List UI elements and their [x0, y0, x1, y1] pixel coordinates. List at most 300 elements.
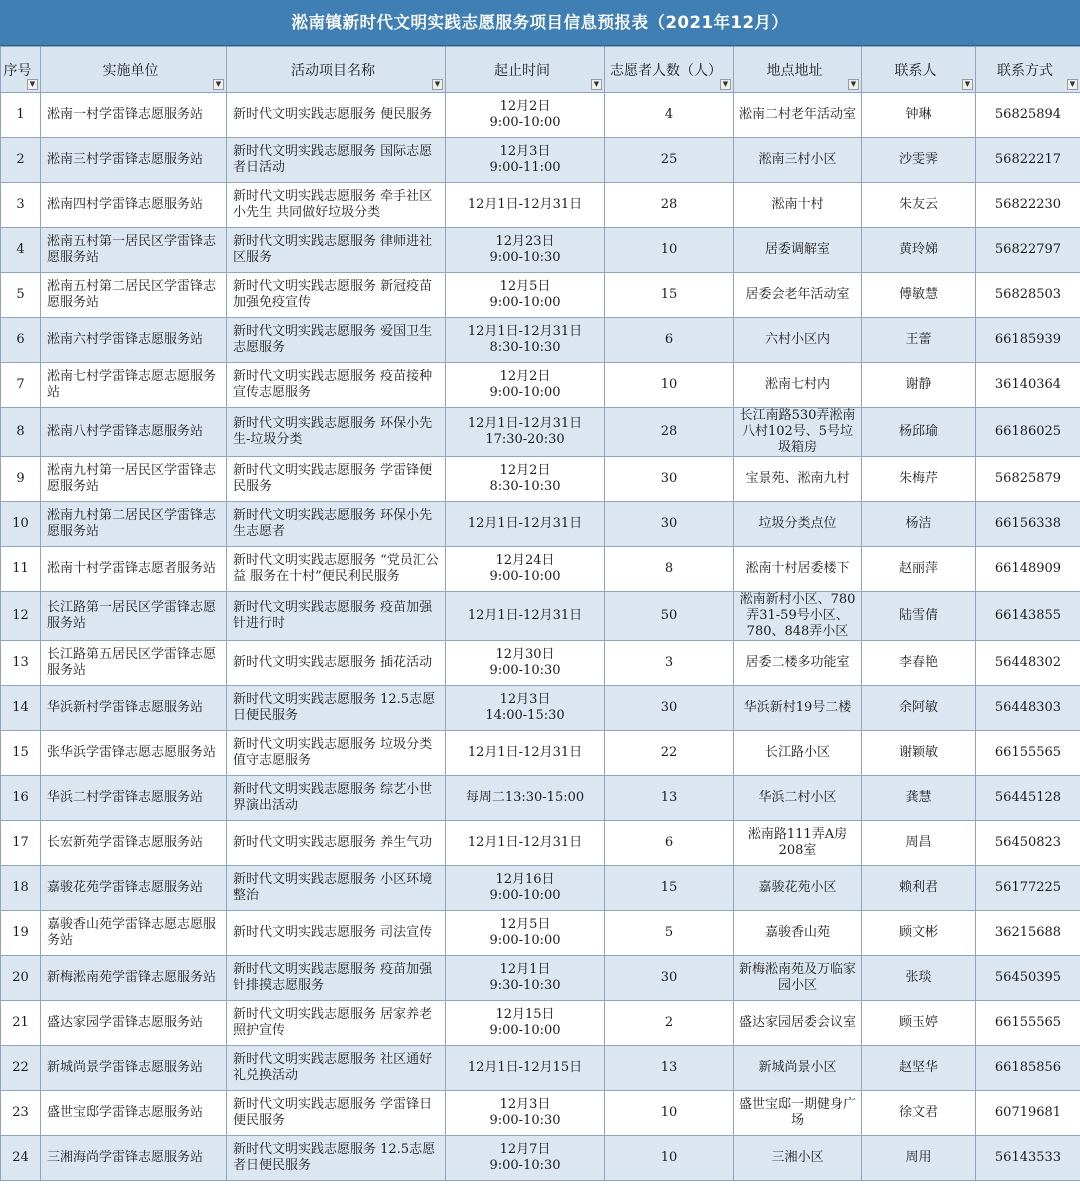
cell-project[interactable] [227, 776, 446, 821]
cell-contact[interactable] [862, 731, 976, 776]
cell-phone[interactable] [976, 457, 1080, 502]
cell-contact[interactable] [862, 547, 976, 592]
cell-contact-text: 杨邱瑜 [898, 424, 938, 439]
cell-phone[interactable] [976, 821, 1080, 866]
cell-contact-text: 朱梅芹 [898, 471, 938, 486]
cell-no[interactable] [1, 547, 41, 592]
cell-count[interactable] [605, 547, 734, 592]
cell-phone-text: 56143533 [994, 1150, 1062, 1165]
cell-project-text: 新时代文明实践志愿服务 养生气功 [233, 835, 433, 850]
cell-contact[interactable] [862, 592, 976, 641]
cell-project[interactable] [227, 911, 446, 956]
cell-no-text: 5 [16, 287, 25, 302]
table-row [1, 457, 1080, 502]
cell-place-text: 垃圾分类点位 [758, 516, 837, 531]
cell-phone[interactable] [976, 183, 1080, 228]
cell-phone[interactable] [976, 228, 1080, 273]
cell-count-text: 6 [664, 332, 674, 347]
cell-project-text: 新时代文明实践志愿服务 社区通好礼兑换活动 [233, 1052, 433, 1083]
filter-dropdown-icon[interactable]: ▼ [848, 79, 859, 90]
cell-contact[interactable] [862, 228, 976, 273]
cell-time[interactable] [446, 592, 605, 641]
filter-dropdown-icon[interactable]: ▼ [213, 79, 224, 90]
cell-no-text: 16 [12, 790, 29, 805]
cell-project[interactable] [227, 731, 446, 776]
cell-no-text: 6 [16, 332, 25, 347]
cell-phone[interactable] [976, 686, 1080, 731]
cell-contact-text: 余阿敏 [898, 700, 938, 715]
cell-unit[interactable] [41, 457, 227, 502]
cell-place[interactable] [734, 1001, 862, 1046]
cell-count[interactable] [605, 363, 734, 408]
cell-place[interactable] [734, 1046, 862, 1091]
header-label: 起止时间 [494, 62, 550, 79]
cell-time[interactable] [446, 641, 605, 686]
cell-place-text: 盛世宝邸一期健身广场 [738, 1097, 856, 1128]
cell-contact[interactable] [862, 408, 976, 457]
cell-no[interactable] [1, 1046, 41, 1091]
cell-count[interactable] [605, 821, 734, 866]
cell-phone[interactable] [976, 363, 1080, 408]
cell-unit-text: 淞南五村第二居民区学雷锋志愿服务站 [47, 279, 217, 310]
table-row [1, 273, 1080, 318]
cell-contact[interactable] [862, 821, 976, 866]
cell-project-text: 新时代文明实践志愿服务 国际志愿者日活动 [233, 144, 433, 175]
cell-count[interactable] [605, 228, 734, 273]
table-row [1, 731, 1080, 776]
cell-no[interactable] [1, 686, 41, 731]
cell-place[interactable] [734, 641, 862, 686]
cell-phone[interactable] [976, 1091, 1080, 1136]
cell-count[interactable] [605, 138, 734, 183]
cell-place[interactable] [734, 318, 862, 363]
cell-contact[interactable] [862, 183, 976, 228]
cell-no[interactable] [1, 138, 41, 183]
cell-place[interactable] [734, 911, 862, 956]
cell-count[interactable] [605, 956, 734, 1001]
cell-contact-text: 沙雯霁 [898, 152, 938, 167]
cell-time-text: 12月1日-12月31日 [467, 516, 583, 531]
cell-phone[interactable] [976, 318, 1080, 363]
cell-unit[interactable] [41, 1046, 227, 1091]
cell-no-text: 1 [16, 107, 25, 122]
cell-no[interactable] [1, 866, 41, 911]
header-no [1, 47, 41, 93]
cell-count[interactable] [605, 408, 734, 457]
cell-count[interactable] [605, 183, 734, 228]
cell-project[interactable] [227, 686, 446, 731]
cell-unit[interactable] [41, 502, 227, 547]
cell-contact[interactable] [862, 1046, 976, 1091]
cell-unit[interactable] [41, 821, 227, 866]
filter-dropdown-icon[interactable]: ▼ [432, 79, 443, 90]
cell-count[interactable] [605, 1091, 734, 1136]
cell-phone-text: 56450823 [994, 835, 1062, 850]
cell-phone[interactable] [976, 1046, 1080, 1091]
cell-project[interactable] [227, 138, 446, 183]
cell-phone[interactable] [976, 1001, 1080, 1046]
cell-phone[interactable] [976, 1136, 1080, 1181]
cell-contact[interactable] [862, 457, 976, 502]
cell-no-text: 18 [12, 880, 29, 895]
cell-time[interactable] [446, 821, 605, 866]
cell-time[interactable] [446, 318, 605, 363]
cell-time[interactable] [446, 547, 605, 592]
cell-no-text: 4 [16, 242, 25, 257]
cell-count[interactable] [605, 776, 734, 821]
cell-unit-text: 嘉骏香山苑学雷锋志愿志愿服务站 [47, 917, 217, 948]
cell-time-text: 12月1日-12月31日 [467, 745, 583, 760]
table-row [1, 776, 1080, 821]
cell-contact[interactable] [862, 138, 976, 183]
cell-phone[interactable] [976, 408, 1080, 457]
cell-count[interactable] [605, 318, 734, 363]
cell-count[interactable] [605, 457, 734, 502]
cell-phone[interactable] [976, 273, 1080, 318]
cell-project-text: 新时代文明实践志愿服务 疫苗加强针排摸志愿服务 [233, 962, 433, 993]
cell-time[interactable] [446, 956, 605, 1001]
table-row [1, 1091, 1080, 1136]
cell-time[interactable] [446, 138, 605, 183]
cell-project[interactable] [227, 93, 446, 138]
cell-contact[interactable] [862, 776, 976, 821]
cell-phone[interactable] [976, 866, 1080, 911]
cell-project-text: 新时代文明实践志愿服务 牵手社区小先生 共同做好垃圾分类 [233, 189, 433, 220]
cell-time[interactable] [446, 502, 605, 547]
cell-place[interactable] [734, 1091, 862, 1136]
table-row [1, 363, 1080, 408]
cell-count[interactable] [605, 93, 734, 138]
cell-count-text: 28 [660, 424, 678, 439]
cell-time[interactable] [446, 1091, 605, 1136]
cell-unit[interactable] [41, 363, 227, 408]
cell-place[interactable] [734, 821, 862, 866]
cell-count[interactable] [605, 866, 734, 911]
cell-place[interactable] [734, 93, 862, 138]
cell-place[interactable] [734, 502, 862, 547]
cell-unit[interactable] [41, 228, 227, 273]
cell-no[interactable] [1, 228, 41, 273]
cell-time[interactable] [446, 776, 605, 821]
cell-place-text: 宝景苑、淞南九村 [745, 471, 850, 486]
cell-unit[interactable] [41, 318, 227, 363]
cell-no[interactable] [1, 956, 41, 1001]
cell-time-text: 12月24日 9:00-10:00 [489, 553, 561, 584]
cell-place-text: 居委二楼多功能室 [745, 655, 850, 670]
cell-count-text: 30 [660, 471, 678, 486]
cell-contact-text: 龚慧 [905, 790, 932, 805]
cell-place[interactable] [734, 547, 862, 592]
cell-phone[interactable] [976, 138, 1080, 183]
cell-place-text: 嘉骏香山苑 [764, 925, 830, 940]
cell-phone[interactable] [976, 502, 1080, 547]
cell-unit-text: 淞南一村学雷锋志愿服务站 [47, 107, 204, 122]
cell-count-text: 10 [660, 1150, 678, 1165]
cell-count[interactable] [605, 1001, 734, 1046]
cell-unit[interactable] [41, 547, 227, 592]
cell-project[interactable] [227, 183, 446, 228]
cell-no[interactable] [1, 821, 41, 866]
filter-dropdown-icon[interactable]: ▼ [962, 79, 973, 90]
cell-count-text: 13 [660, 790, 678, 805]
cell-count[interactable] [605, 592, 734, 641]
cell-unit[interactable] [41, 686, 227, 731]
cell-count-text: 2 [664, 1015, 674, 1030]
cell-place[interactable] [734, 956, 862, 1001]
table-row [1, 641, 1080, 686]
cell-count-text: 4 [664, 107, 674, 122]
cell-time-text: 12月1日-12月31日 [467, 197, 583, 212]
cell-unit[interactable] [41, 641, 227, 686]
cell-count[interactable] [605, 1136, 734, 1181]
cell-time-text: 12月1日 9:30-10:30 [489, 962, 561, 993]
table-row [1, 911, 1080, 956]
cell-place[interactable] [734, 408, 862, 457]
cell-project[interactable] [227, 408, 446, 457]
cell-unit-text: 华浜二村学雷锋志愿服务站 [47, 790, 204, 805]
table-row [1, 592, 1080, 641]
table-row [1, 228, 1080, 273]
cell-count[interactable] [605, 1046, 734, 1091]
cell-no[interactable] [1, 318, 41, 363]
cell-contact[interactable] [862, 1136, 976, 1181]
cell-no[interactable] [1, 1001, 41, 1046]
cell-place[interactable] [734, 1136, 862, 1181]
cell-place-text: 淞南路111弄A房208室 [747, 827, 848, 858]
cell-no[interactable] [1, 1091, 41, 1136]
cell-contact-text: 赵丽萍 [898, 561, 938, 576]
cell-phone[interactable] [976, 547, 1080, 592]
cell-no-text: 10 [12, 516, 29, 531]
cell-project-text: 新时代文明实践志愿服务 “党员汇公益 服务在十村”便民利民服务 [233, 553, 439, 584]
cell-place[interactable] [734, 776, 862, 821]
cell-phone-text: 56822797 [994, 242, 1062, 257]
cell-contact[interactable] [862, 273, 976, 318]
volunteer-table [0, 46, 1080, 1181]
cell-project-text: 新时代文明实践志愿服务 便民服务 [233, 107, 433, 122]
cell-place[interactable] [734, 866, 862, 911]
filter-dropdown-icon[interactable]: ▼ [1067, 79, 1078, 90]
cell-phone[interactable] [976, 731, 1080, 776]
cell-unit[interactable] [41, 1091, 227, 1136]
cell-time[interactable] [446, 273, 605, 318]
cell-time[interactable] [446, 93, 605, 138]
cell-unit[interactable] [41, 273, 227, 318]
header-label: 地点地址 [766, 62, 823, 79]
cell-phone[interactable] [976, 93, 1080, 138]
table-row [1, 408, 1080, 457]
cell-place[interactable] [734, 457, 862, 502]
cell-unit[interactable] [41, 1136, 227, 1181]
cell-phone[interactable] [976, 776, 1080, 821]
cell-unit[interactable] [41, 776, 227, 821]
cell-project[interactable] [227, 318, 446, 363]
cell-place-text: 淞南十村居委楼下 [745, 561, 850, 576]
cell-unit[interactable] [41, 408, 227, 457]
cell-time[interactable] [446, 183, 605, 228]
cell-no-text: 22 [12, 1060, 29, 1075]
cell-project[interactable] [227, 457, 446, 502]
cell-place[interactable] [734, 138, 862, 183]
cell-project[interactable] [227, 547, 446, 592]
cell-place[interactable] [734, 686, 862, 731]
cell-project[interactable] [227, 1001, 446, 1046]
cell-time-text: 12月30日 9:00-10:30 [489, 647, 561, 678]
cell-contact[interactable] [862, 363, 976, 408]
cell-no[interactable] [1, 363, 41, 408]
cell-place[interactable] [734, 731, 862, 776]
cell-place[interactable] [734, 228, 862, 273]
cell-phone-text: 56828503 [994, 287, 1062, 302]
cell-count[interactable] [605, 731, 734, 776]
cell-time[interactable] [446, 686, 605, 731]
cell-unit[interactable] [41, 866, 227, 911]
cell-count-text: 10 [660, 377, 678, 392]
cell-time[interactable] [446, 1136, 605, 1181]
cell-project[interactable] [227, 1136, 446, 1181]
cell-phone[interactable] [976, 641, 1080, 686]
cell-phone-text: 66155565 [994, 745, 1062, 760]
cell-time-text: 12月1日-12月31日 8:30-10:30 [467, 324, 583, 355]
cell-time[interactable] [446, 228, 605, 273]
cell-contact-text: 朱友云 [898, 197, 938, 212]
cell-place-text: 居委会老年活动室 [745, 287, 850, 302]
header-row [1, 47, 1080, 93]
cell-no[interactable] [1, 502, 41, 547]
cell-count[interactable] [605, 911, 734, 956]
cell-project[interactable] [227, 363, 446, 408]
cell-count[interactable] [605, 641, 734, 686]
cell-project-text: 新时代文明实践志愿服务 小区环境整治 [233, 872, 433, 903]
cell-time[interactable] [446, 457, 605, 502]
cell-contact[interactable] [862, 1001, 976, 1046]
cell-project[interactable] [227, 641, 446, 686]
cell-no[interactable] [1, 911, 41, 956]
cell-unit[interactable] [41, 138, 227, 183]
cell-contact-text: 王蕾 [905, 332, 932, 347]
cell-time[interactable] [446, 363, 605, 408]
cell-place[interactable] [734, 183, 862, 228]
cell-project[interactable] [227, 273, 446, 318]
cell-unit-text: 淞南三村学雷锋志愿服务站 [47, 152, 204, 167]
cell-unit-text: 三湘海尚学雷锋志愿服务站 [47, 1150, 204, 1165]
cell-contact[interactable] [862, 93, 976, 138]
cell-time[interactable] [446, 1046, 605, 1091]
cell-project[interactable] [227, 592, 446, 641]
cell-time[interactable] [446, 866, 605, 911]
cell-phone[interactable] [976, 911, 1080, 956]
cell-no[interactable] [1, 1136, 41, 1181]
cell-contact[interactable] [862, 911, 976, 956]
cell-count[interactable] [605, 686, 734, 731]
cell-phone[interactable] [976, 956, 1080, 1001]
cell-project[interactable] [227, 956, 446, 1001]
cell-contact[interactable] [862, 502, 976, 547]
cell-contact-text: 顾文彬 [898, 925, 938, 940]
cell-unit-text: 淞南七村学雷锋志愿志愿服务站 [47, 369, 217, 400]
cell-no[interactable] [1, 776, 41, 821]
cell-contact[interactable] [862, 641, 976, 686]
cell-project[interactable] [227, 228, 446, 273]
cell-unit[interactable] [41, 93, 227, 138]
cell-no[interactable] [1, 641, 41, 686]
cell-time[interactable] [446, 911, 605, 956]
cell-time[interactable] [446, 1001, 605, 1046]
cell-project[interactable] [227, 1091, 446, 1136]
cell-no[interactable] [1, 457, 41, 502]
cell-phone[interactable] [976, 592, 1080, 641]
cell-unit-text: 嘉骏花苑学雷锋志愿服务站 [47, 880, 204, 895]
cell-contact[interactable] [862, 1091, 976, 1136]
cell-unit[interactable] [41, 1001, 227, 1046]
cell-project-text: 新时代文明实践志愿服务 综艺小世界演出活动 [233, 782, 433, 813]
cell-unit-text: 华浜新村学雷锋志愿服务站 [47, 700, 204, 715]
cell-no[interactable] [1, 731, 41, 776]
cell-count[interactable] [605, 273, 734, 318]
cell-unit[interactable] [41, 592, 227, 641]
cell-unit[interactable] [41, 731, 227, 776]
cell-project-text: 新时代文明实践志愿服务 爱国卫生志愿服务 [233, 324, 433, 355]
cell-contact[interactable] [862, 866, 976, 911]
cell-no[interactable] [1, 592, 41, 641]
cell-contact[interactable] [862, 956, 976, 1001]
cell-time-text: 12月15日 9:00-10:00 [489, 1007, 561, 1038]
header-phone [976, 47, 1080, 93]
cell-time-text: 12月1日-12月31日 17:30-20:30 [467, 416, 583, 447]
table-row [1, 93, 1080, 138]
cell-phone-text: 36215688 [994, 925, 1062, 940]
cell-place-text: 盛达家园居委会议室 [738, 1015, 856, 1030]
sheet-title: 淞南镇新时代文明实践志愿服务项目信息预报表（2021年12月） [0, 0, 1080, 46]
cell-place[interactable] [734, 363, 862, 408]
cell-count-text: 5 [664, 925, 674, 940]
cell-no[interactable] [1, 273, 41, 318]
filter-dropdown-icon[interactable]: ▼ [720, 79, 731, 90]
header-time [446, 47, 605, 93]
cell-project[interactable] [227, 1046, 446, 1091]
cell-contact-text: 谢静 [905, 377, 932, 392]
filter-dropdown-icon[interactable]: ▼ [591, 79, 602, 90]
cell-contact-text: 周用 [905, 1150, 932, 1165]
cell-project[interactable] [227, 502, 446, 547]
cell-contact[interactable] [862, 686, 976, 731]
cell-project[interactable] [227, 866, 446, 911]
cell-no[interactable] [1, 93, 41, 138]
cell-no[interactable] [1, 183, 41, 228]
cell-phone-text: 56445128 [994, 790, 1062, 805]
header-label: 活动项目名称 [291, 62, 375, 79]
filter-dropdown-icon[interactable]: ▼ [27, 79, 38, 90]
cell-contact[interactable] [862, 318, 976, 363]
cell-contact-text: 李春艳 [898, 655, 938, 670]
cell-time[interactable] [446, 731, 605, 776]
cell-place-text: 居委调解室 [764, 242, 830, 257]
cell-no-text: 11 [12, 561, 29, 576]
cell-unit[interactable] [41, 183, 227, 228]
cell-place[interactable] [734, 592, 862, 641]
cell-place[interactable] [734, 273, 862, 318]
cell-project[interactable] [227, 821, 446, 866]
cell-time[interactable] [446, 408, 605, 457]
cell-no[interactable] [1, 408, 41, 457]
cell-place-text: 华浜二村小区 [758, 790, 837, 805]
cell-unit-text: 盛世宝邸学雷锋志愿服务站 [47, 1105, 204, 1120]
cell-unit[interactable] [41, 911, 227, 956]
cell-unit[interactable] [41, 956, 227, 1001]
cell-contact-text: 黄玲娣 [898, 242, 938, 257]
cell-count[interactable] [605, 502, 734, 547]
cell-no-text: 9 [16, 471, 25, 486]
